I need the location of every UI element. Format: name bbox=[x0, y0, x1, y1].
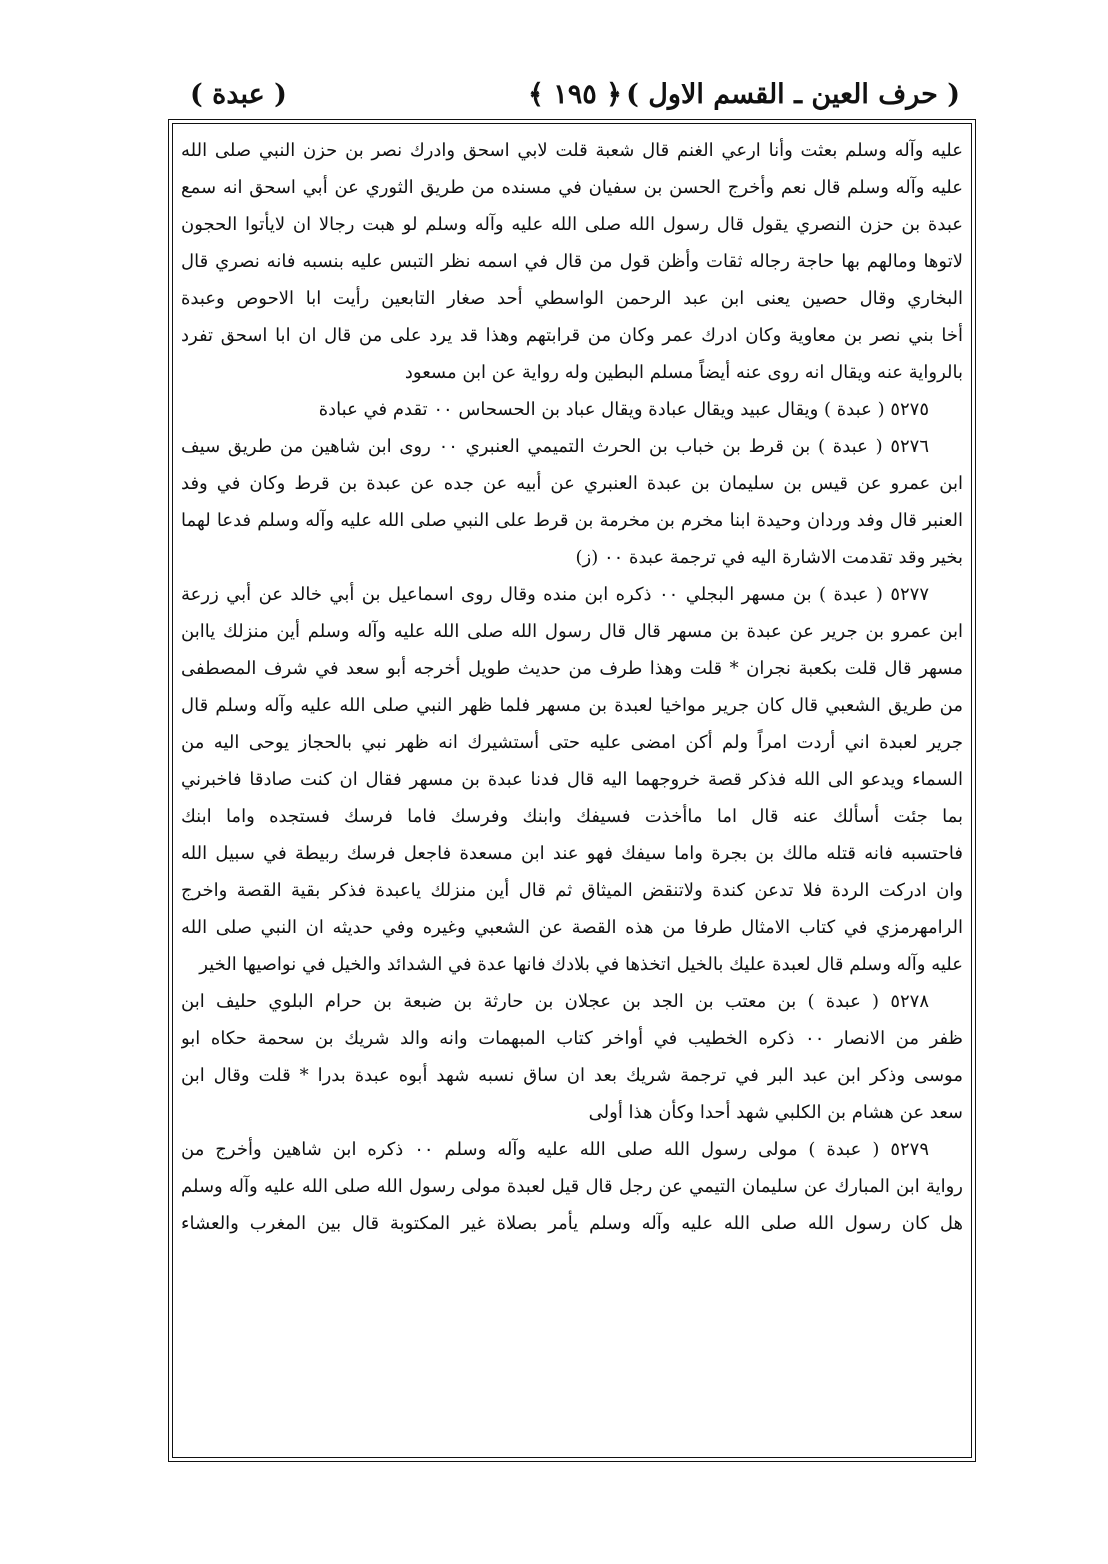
text-frame bbox=[172, 123, 972, 1458]
text-line: عليه وآله وسلم قال لعبدة عليك بالخيل اتخذها في بلادك فانها عدة في الشدائد والخيل في نواصيها الخير bbox=[199, 954, 963, 975]
entry-first-line: ٥٢٧٩ ( عبدة ) مولى رسول الله صلى الله عليه وآله وسلم ٠٠ ذكره ابن شاهين وأخرج من bbox=[181, 1139, 929, 1160]
text-line: عبدة بن حزن النصري يقول قال رسول الله صلى الله عليه وآله وسلم لو هبت رجالا ان لايأتوا الحجون bbox=[181, 214, 963, 235]
text-line: سعد عن هشام بن الكلبي شهد أحدا وكأن هذا أولى bbox=[588, 1102, 963, 1123]
running-head-entry: ( عبدة ) bbox=[190, 79, 287, 110]
chapter-title: ( حرف العين ـ القسم الاول ) bbox=[626, 79, 960, 110]
text-line: ابن عمرو عن قيس بن سليمان بن عبدة العنبري عن أبيه عن جده عن عبدة بن قرط وكان في وفد bbox=[181, 473, 963, 494]
text-line: رواية ابن المبارك عن سليمان التيمي عن رجل قال قيل لعبدة مولى رسول الله صلى الله عليه وآله وسلم bbox=[181, 1176, 963, 1197]
page-header bbox=[190, 72, 960, 120]
text-line: ظفر من الانصار ٠٠ ذكره الخطيب في أواخر كتاب المبهمات وانه والد شريك بن سحمة حكاه ابو bbox=[181, 1028, 963, 1049]
text-line: جرير لعبدة اني أردت امراً ولم أكن امضى عليه حتى أستشيرك انه ظهر نبي بالحجاز يوحى اليه من bbox=[181, 732, 963, 753]
text-line: عليه وآله وسلم قال نعم وأخرج الحسن بن سفيان في مسنده من طريق الثوري عن أبي اسحق انه سمع bbox=[181, 177, 963, 198]
entry-first-line: ٥٢٧٨ ( عبدة ) بن معتب بن الجد بن عجلان بن حارثة بن ضبعة بن حرام البلوي حليف ابن bbox=[181, 991, 929, 1012]
text-body bbox=[181, 132, 963, 1449]
page-number: ﴿ ١٩٥ ﴾ bbox=[528, 79, 622, 110]
text-line: الرامهرمزي في كتاب الامثال طرفا من هذه القصة عن الشعبي وغيره وفي حديثه ان النبي صلى الله bbox=[181, 917, 963, 938]
text-line: مسهر قال قلت بكعبة نجران * قلت وهذا طرف من حديث طويل أخرجه أبو سعد في شرف المصطفى bbox=[181, 658, 963, 679]
text-line: البخاري وقال حصين يعنى ابن عبد الرحمن الواسطي أحد صغار التابعين رأيت ابا الاحوص وعبدة bbox=[181, 288, 963, 309]
text-line: العنبر قال وفد وردان وحيدة ابنا مخرم بن مخرمة بن قرط على النبي صلى الله عليه وآله وسلم فدعا لهما bbox=[181, 510, 963, 531]
text-line: بالرواية عنه ويقال انه روى عنه أيضاً مسلم البطين وله رواية عن ابن مسعود bbox=[404, 362, 963, 383]
text-line: لاتوها ومالهم بها حاجة رجاله ثقات وأظن قول من قال في اسمه نظر التبس عليه بنسبه فانه نصري قال bbox=[181, 251, 963, 272]
entry-first-line: ٥٢٧٥ ( عبدة ) ويقال عبيد ويقال عبادة ويقال عباد بن الحسحاس ٠٠ تقدم في عبادة bbox=[318, 399, 929, 420]
entry-first-line: ٥٢٧٦ ( عبدة ) بن قرط بن خباب بن الحرث التميمي العنبري ٠٠ روى ابن شاهين من طريق سيف bbox=[181, 436, 929, 457]
entry-first-line: ٥٢٧٧ ( عبدة ) بن مسهر البجلي ٠٠ ذكره ابن منده وقال روى اسماعيل بن أبي خالد عن أبي زرعة bbox=[181, 584, 929, 605]
text-line: ابن عمرو بن جرير عن عبدة بن مسهر قال قال رسول الله صلى الله عليه وآله وسلم أين منزلك ياابن bbox=[181, 621, 963, 642]
text-line: بخير وقد تقدمت الاشارة اليه في ترجمة عبدة ٠٠ (ز) bbox=[575, 547, 963, 568]
text-line: أخا بني نصر بن معاوية وكان ادرك عمر وكان من قرابتهم وهذا قد يرد على من قال ان ابا اسحق تفرد bbox=[181, 325, 963, 346]
text-line: عليه وآله وسلم بعثت وأنا ارعي الغنم قال شعبة قلت لابي اسحق وادرك نصر بن حزن النبي صلى الله bbox=[181, 140, 963, 161]
text-line: فاحتسبه فانه قتله مالك بن بجرة واما سيفك فهو عند ابن مسعدة فاجعل فرسك ربيطة في سبيل الله bbox=[181, 843, 963, 864]
text-line: بما جئت أسألك عنه قال اما ماأخذت فسيفك وابنك وفرسك فاما فرسك فستجده واما ابنك bbox=[181, 806, 963, 827]
text-line: وان ادركت الردة فلا تدعن كندة ولاتنقض الميثاق ثم قال أين منزلك ياعبدة فذكر بقية القصة واخرج bbox=[181, 880, 963, 901]
text-line: هل كان رسول الله صلى الله عليه وآله وسلم يأمر بصلاة غير المكتوبة قال بين المغرب والعشاء bbox=[181, 1213, 963, 1234]
text-line: السماء ويدعو الى الله فذكر قصة خروجهما اليه قال فدنا عبدة بن مسهر فقال ان كنت صادقا فاخبرني bbox=[181, 769, 963, 790]
text-line: من طريق الشعبي قال كان جرير مواخيا لعبدة بن مسهر فلما ظهر النبي صلى الله عليه وآله وسلم قال bbox=[181, 695, 963, 716]
text-line: موسى وذكر ابن عبد البر في ترجمة شريك بعد ان ساق نسبه شهد أبوه عبدة بدرا * قلت وقال ابن bbox=[181, 1065, 963, 1086]
